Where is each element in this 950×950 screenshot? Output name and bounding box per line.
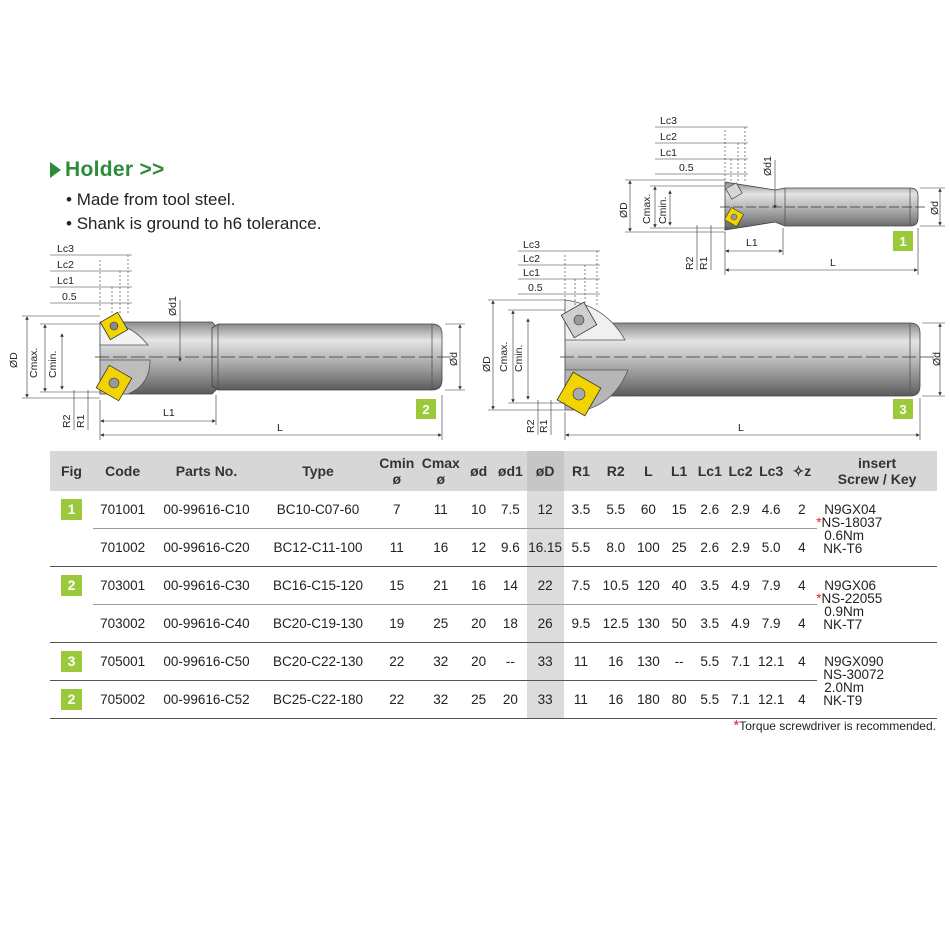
insert-key: NK-T6 bbox=[823, 540, 863, 556]
cell-l1: 40 bbox=[664, 567, 695, 605]
cell-l: 130 bbox=[633, 643, 664, 681]
cmin-label: Cmin. bbox=[513, 344, 525, 372]
cell-type: BC10-C07-60 bbox=[261, 491, 376, 529]
header-fig: Fig bbox=[50, 451, 93, 491]
table-row bbox=[50, 681, 937, 719]
cell-code: 705002 bbox=[93, 681, 152, 719]
cell-parts-no: 00-99616-C20 bbox=[152, 529, 260, 567]
insert-torque: 2.0Nm bbox=[824, 679, 864, 695]
cell-d1: -- bbox=[494, 643, 527, 681]
cell-parts-no: 00-99616-C50 bbox=[152, 643, 260, 681]
cell-r2: 16 bbox=[598, 643, 633, 681]
cell-d: 10 bbox=[463, 491, 494, 529]
spec-table bbox=[50, 451, 937, 719]
cell-cmin: 11 bbox=[375, 529, 418, 567]
lc3-label: Lc3 bbox=[660, 115, 677, 127]
header-l: L bbox=[633, 451, 664, 491]
bullet-text: Shank is ground to h6 tolerance. bbox=[76, 214, 322, 233]
fig-cell bbox=[50, 567, 93, 605]
cell-code: 703001 bbox=[93, 567, 152, 605]
cell-lc1: 5.5 bbox=[694, 643, 725, 681]
figure-3-drawing bbox=[481, 239, 945, 440]
cell-d1: 9.6 bbox=[494, 529, 527, 567]
footnote: *Torque screwdriver is recommended. bbox=[733, 717, 936, 734]
cell-lc2: 4.9 bbox=[725, 567, 756, 605]
r1-label: R1 bbox=[75, 414, 87, 428]
r2-label: R2 bbox=[61, 414, 73, 428]
header-r1: R1 bbox=[564, 451, 599, 491]
cell-lc1: 3.5 bbox=[694, 605, 725, 643]
cell-r1: 9.5 bbox=[564, 605, 599, 643]
cell-lc3: 12.1 bbox=[756, 643, 787, 681]
lc1-label: Lc1 bbox=[660, 147, 677, 159]
lc1-label: Lc1 bbox=[523, 267, 540, 279]
od1-label: Ød1 bbox=[167, 296, 179, 316]
cell-z: 4 bbox=[787, 529, 818, 567]
cell-lc2: 2.9 bbox=[725, 529, 756, 567]
fig-1-badge: 1 bbox=[899, 234, 907, 249]
fig-2-badge: 2 bbox=[422, 402, 430, 417]
cmin-label: Cmin. bbox=[657, 196, 669, 224]
cell-lc3: 4.6 bbox=[756, 491, 787, 529]
cell-d1: 14 bbox=[494, 567, 527, 605]
fig-badge: 3 bbox=[61, 651, 82, 672]
fig-cell bbox=[50, 529, 93, 567]
cell-D: 16.15 bbox=[527, 529, 564, 567]
header-d1: ød1 bbox=[494, 451, 527, 491]
cell-l1: 80 bbox=[664, 681, 695, 719]
cell-cmin: 15 bbox=[375, 567, 418, 605]
fig-cell bbox=[50, 643, 93, 681]
cell-D: 33 bbox=[527, 643, 564, 681]
insert-screw-key-cell bbox=[817, 491, 937, 567]
cell-cmax: 11 bbox=[418, 491, 463, 529]
cell-r2: 8.0 bbox=[598, 529, 633, 567]
header-r2: R2 bbox=[598, 451, 633, 491]
cell-cmax: 32 bbox=[418, 681, 463, 719]
cmax-label: Cmax. bbox=[641, 193, 653, 224]
cell-parts-no: 00-99616-C10 bbox=[152, 491, 260, 529]
header-insert: insert Screw / Key bbox=[817, 451, 937, 491]
lc3-label: Lc3 bbox=[523, 239, 540, 251]
star-icon: * bbox=[816, 514, 822, 530]
insert-key: NK-T7 bbox=[823, 616, 863, 632]
cell-parts-no: 00-99616-C52 bbox=[152, 681, 260, 719]
od-label: ØD bbox=[8, 352, 20, 368]
cell-l1: 15 bbox=[664, 491, 695, 529]
fig-badge: 2 bbox=[61, 689, 82, 710]
cell-r1: 11 bbox=[564, 643, 599, 681]
header-parts-no: Parts No. bbox=[152, 451, 260, 491]
insert-torque: 0.9Nm bbox=[824, 603, 864, 619]
r2-label: R2 bbox=[525, 419, 537, 433]
insert-screw: *NS-22055 bbox=[816, 590, 883, 606]
cell-lc3: 7.9 bbox=[756, 605, 787, 643]
cell-r1: 11 bbox=[564, 681, 599, 719]
insert-insert: N9GX06 bbox=[824, 577, 876, 593]
cell-lc3: 12.1 bbox=[756, 681, 787, 719]
cell-code: 701002 bbox=[93, 529, 152, 567]
cell-r2: 5.5 bbox=[598, 491, 633, 529]
table-row bbox=[50, 605, 937, 643]
l1-label: L1 bbox=[746, 237, 758, 249]
insert-screw: *NS-18037 bbox=[816, 514, 883, 530]
cell-z: 2 bbox=[787, 491, 818, 529]
fig-3-badge: 3 bbox=[899, 402, 907, 417]
table-row bbox=[50, 643, 937, 681]
cmax-label: Cmax. bbox=[498, 341, 510, 372]
cell-D: 33 bbox=[527, 681, 564, 719]
header-l1: L1 bbox=[664, 451, 695, 491]
cell-type: BC20-C22-130 bbox=[261, 643, 376, 681]
fig-badge: 2 bbox=[61, 575, 82, 596]
d-label: Ød bbox=[929, 200, 941, 215]
cell-lc1: 5.5 bbox=[694, 681, 725, 719]
header-code: Code bbox=[93, 451, 152, 491]
cell-r1: 5.5 bbox=[564, 529, 599, 567]
cell-r2: 12.5 bbox=[598, 605, 633, 643]
cell-l: 180 bbox=[633, 681, 664, 719]
cell-d: 16 bbox=[463, 567, 494, 605]
cell-l: 130 bbox=[633, 605, 664, 643]
cell-lc2: 7.1 bbox=[725, 681, 756, 719]
l-label: L bbox=[738, 422, 744, 434]
lc2-label: Lc2 bbox=[660, 131, 677, 143]
cell-l: 100 bbox=[633, 529, 664, 567]
cell-d: 20 bbox=[463, 605, 494, 643]
insert-corner-icon: ✧ bbox=[792, 463, 805, 479]
cell-cmax: 16 bbox=[418, 529, 463, 567]
bullet-2: • Shank is ground to h6 tolerance. bbox=[66, 214, 322, 233]
half-mm-label: 0.5 bbox=[528, 282, 543, 294]
bullet-1: • Made from tool steel. bbox=[66, 190, 236, 209]
d-label: Ød bbox=[448, 351, 460, 366]
cell-code: 705001 bbox=[93, 643, 152, 681]
header-lc2: Lc2 bbox=[725, 451, 756, 491]
cell-lc3: 5.0 bbox=[756, 529, 787, 567]
header-z: ✧z bbox=[787, 451, 818, 491]
bullet-text: Made from tool steel. bbox=[76, 190, 236, 209]
insert-torque: 0.6Nm bbox=[824, 527, 864, 543]
cell-d1: 18 bbox=[494, 605, 527, 643]
header-lc1: Lc1 bbox=[694, 451, 725, 491]
cell-d1: 20 bbox=[494, 681, 527, 719]
cell-code: 703002 bbox=[93, 605, 152, 643]
insert-screw-key-cell bbox=[817, 643, 937, 719]
star-icon: * bbox=[816, 590, 822, 606]
cell-d: 20 bbox=[463, 643, 494, 681]
insert-screw-key-cell bbox=[817, 567, 937, 643]
table-header-row bbox=[50, 451, 937, 491]
cell-l1: 25 bbox=[664, 529, 695, 567]
od-label: ØD bbox=[618, 202, 630, 218]
cell-type: BC12-C11-100 bbox=[261, 529, 376, 567]
cell-code: 701001 bbox=[93, 491, 152, 529]
l-label: L bbox=[277, 422, 283, 434]
fig-cell bbox=[50, 681, 93, 719]
cell-cmin: 19 bbox=[375, 605, 418, 643]
header-type: Type bbox=[261, 451, 376, 491]
lc2-label: Lc2 bbox=[523, 253, 540, 265]
cell-d: 12 bbox=[463, 529, 494, 567]
figure-1-drawing bbox=[618, 115, 945, 275]
fig-cell bbox=[50, 491, 93, 529]
header-D: øD bbox=[527, 451, 564, 491]
insert-insert: N9GX04 bbox=[824, 501, 876, 517]
r2-label: R2 bbox=[684, 256, 696, 270]
table-row bbox=[50, 491, 937, 529]
od1-label: Ød1 bbox=[762, 156, 774, 176]
cell-r2: 16 bbox=[598, 681, 633, 719]
cell-z: 4 bbox=[787, 643, 818, 681]
r1-label: R1 bbox=[538, 419, 550, 433]
cell-parts-no: 00-99616-C30 bbox=[152, 567, 260, 605]
cell-l1: 50 bbox=[664, 605, 695, 643]
half-mm-label: 0.5 bbox=[679, 162, 694, 174]
cell-lc2: 7.1 bbox=[725, 643, 756, 681]
lc1-label: Lc1 bbox=[57, 275, 74, 287]
cell-l: 60 bbox=[633, 491, 664, 529]
cell-D: 22 bbox=[527, 567, 564, 605]
figure-2-drawing bbox=[8, 243, 465, 440]
cell-d1: 7.5 bbox=[494, 491, 527, 529]
header-cmin: Cmin ø bbox=[375, 451, 418, 491]
cell-cmax: 21 bbox=[418, 567, 463, 605]
cell-lc1: 2.6 bbox=[694, 491, 725, 529]
table-row bbox=[50, 567, 937, 605]
cell-type: BC16-C15-120 bbox=[261, 567, 376, 605]
l1-label: L1 bbox=[163, 407, 175, 419]
cell-d: 25 bbox=[463, 681, 494, 719]
cell-r1: 7.5 bbox=[564, 567, 599, 605]
cell-D: 12 bbox=[527, 491, 564, 529]
cell-cmin: 7 bbox=[375, 491, 418, 529]
cell-z: 4 bbox=[787, 681, 818, 719]
cell-r2: 10.5 bbox=[598, 567, 633, 605]
table-row bbox=[50, 529, 937, 567]
cell-cmin: 22 bbox=[375, 681, 418, 719]
cell-z: 4 bbox=[787, 567, 818, 605]
d-label: Ød bbox=[931, 351, 943, 366]
cell-cmax: 25 bbox=[418, 605, 463, 643]
cell-lc2: 4.9 bbox=[725, 605, 756, 643]
cmax-label: Cmax. bbox=[28, 347, 40, 378]
cell-l: 120 bbox=[633, 567, 664, 605]
cell-l1: -- bbox=[664, 643, 695, 681]
cell-lc1: 3.5 bbox=[694, 567, 725, 605]
od-label: ØD bbox=[481, 356, 493, 372]
cell-lc1: 2.6 bbox=[694, 529, 725, 567]
l-label: L bbox=[830, 257, 836, 269]
header-cmax: Cmax ø bbox=[418, 451, 463, 491]
cell-z: 4 bbox=[787, 605, 818, 643]
lc2-label: Lc2 bbox=[57, 259, 74, 271]
section-title: Holder >> bbox=[65, 158, 165, 181]
header-d: ød bbox=[463, 451, 494, 491]
cell-type: BC20-C19-130 bbox=[261, 605, 376, 643]
r1-label: R1 bbox=[698, 256, 710, 270]
cell-type: BC25-C22-180 bbox=[261, 681, 376, 719]
half-mm-label: 0.5 bbox=[62, 291, 77, 303]
lc3-label: Lc3 bbox=[57, 243, 74, 255]
cell-cmax: 32 bbox=[418, 643, 463, 681]
cell-lc2: 2.9 bbox=[725, 491, 756, 529]
fig-badge: 1 bbox=[61, 499, 82, 520]
fig-cell bbox=[50, 605, 93, 643]
cell-lc3: 7.9 bbox=[756, 567, 787, 605]
cmin-label: Cmin. bbox=[47, 350, 59, 378]
cell-cmin: 22 bbox=[375, 643, 418, 681]
holder-drawings bbox=[0, 0, 950, 450]
cell-r1: 3.5 bbox=[564, 491, 599, 529]
header-lc3: Lc3 bbox=[756, 451, 787, 491]
insert-key: NK-T9 bbox=[823, 692, 863, 708]
insert-screw: NS-30072 bbox=[823, 666, 885, 682]
cell-D: 26 bbox=[527, 605, 564, 643]
insert-insert: N9GX090 bbox=[824, 653, 884, 669]
cell-parts-no: 00-99616-C40 bbox=[152, 605, 260, 643]
